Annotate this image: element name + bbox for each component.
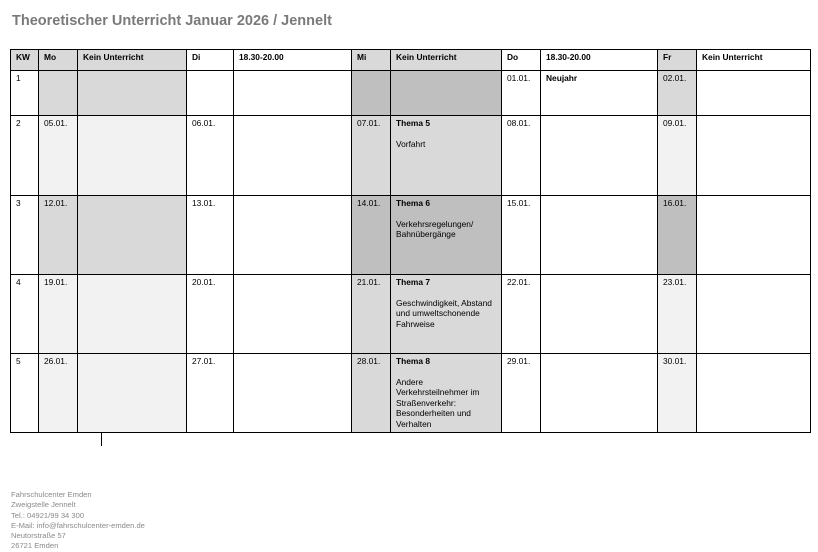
week-row	[11, 196, 811, 275]
lesson-title: Thema 8	[396, 356, 430, 366]
footer-branch: Zweigstelle Jennelt	[11, 500, 76, 510]
footer-city: 26721 Emden	[11, 541, 59, 551]
di-content	[234, 354, 352, 433]
text-cursor	[101, 433, 102, 446]
header-di: Di	[187, 50, 234, 71]
footer-email: E-Mail: info@fahrschulcenter-emden.de	[11, 520, 145, 530]
do-date: 29.01.	[502, 354, 541, 433]
schedule-table	[10, 49, 811, 433]
mo-date: 12.01.	[39, 196, 78, 275]
di-date: 20.01.	[187, 275, 234, 354]
lesson-title: Thema 5	[396, 118, 430, 128]
header-do: Do	[502, 50, 541, 71]
do-date: 22.01.	[502, 275, 541, 354]
header-mo-info: Kein Unterricht	[78, 50, 187, 71]
header-kw: KW	[11, 50, 39, 71]
header-mo: Mo	[39, 50, 78, 71]
fr-date: 16.01.	[658, 196, 697, 275]
mo-date: 19.01.	[39, 275, 78, 354]
mo-content	[78, 196, 187, 275]
kw-cell: 5	[11, 354, 39, 433]
header-row	[11, 50, 811, 71]
fr-date: 09.01.	[658, 116, 697, 196]
mi-content	[391, 275, 502, 354]
mo-date: 26.01.	[39, 354, 78, 433]
kw-cell: 1	[11, 71, 39, 116]
di-date: 13.01.	[187, 196, 234, 275]
header-do-info: 18.30-20.00	[541, 50, 658, 71]
mi-content	[391, 116, 502, 196]
footer-address	[11, 490, 145, 552]
mi-content	[391, 354, 502, 433]
fr-content	[697, 275, 811, 354]
lesson-description: Vorfahrt	[396, 138, 426, 149]
mo-content	[78, 116, 187, 196]
fr-date: 30.01.	[658, 354, 697, 433]
fr-content	[697, 71, 811, 116]
header-mi: Mi	[352, 50, 391, 71]
fr-content	[697, 354, 811, 433]
di-date	[187, 71, 234, 116]
di-content	[234, 275, 352, 354]
footer-street: Neutorstraße 57	[11, 531, 66, 541]
mo-content	[78, 354, 187, 433]
header-fr: Fr	[658, 50, 697, 71]
week-row	[11, 71, 811, 116]
week-row	[11, 116, 811, 196]
mi-date: 14.01.	[352, 196, 391, 275]
do-content: Neujahr	[541, 71, 658, 116]
lesson-description: Verkehrsregelungen/ Bahnübergänge	[396, 218, 474, 239]
week-row	[11, 275, 811, 354]
page-title: Theoretischer Unterricht Januar 2026 / Jennelt	[12, 13, 332, 29]
header-fr-info: Kein Unterricht	[697, 50, 811, 71]
fr-date: 23.01.	[658, 275, 697, 354]
di-content	[234, 71, 352, 116]
header-di-info: 18.30-20.00	[234, 50, 352, 71]
do-content	[541, 354, 658, 433]
mo-content	[78, 275, 187, 354]
mo-date	[39, 71, 78, 116]
lesson-title: Thema 6	[396, 198, 430, 208]
header-mi-info: Kein Unterricht	[391, 50, 502, 71]
kw-cell: 3	[11, 196, 39, 275]
kw-cell: 4	[11, 275, 39, 354]
di-date: 27.01.	[187, 354, 234, 433]
fr-content	[697, 116, 811, 196]
lesson-description: Andere Verkehrsteilnehmer im Straßenverkehr: Besonderheiten und Verhalten	[396, 376, 480, 429]
mi-date: 07.01.	[352, 116, 391, 196]
week-row	[11, 354, 811, 433]
kw-cell: 2	[11, 116, 39, 196]
lesson-description: Geschwindigkeit, Abstand und umweltschonende Fahrweise	[396, 297, 492, 329]
footer-phone: Tel.: 04921/99 34 300	[11, 510, 85, 520]
mi-date: 28.01.	[352, 354, 391, 433]
footer-company: Fahrschulcenter Emden	[11, 490, 92, 499]
do-content	[541, 116, 658, 196]
mi-date	[352, 71, 391, 116]
mi-date: 21.01.	[352, 275, 391, 354]
fr-date: 02.01.	[658, 71, 697, 116]
mo-date: 05.01.	[39, 116, 78, 196]
lesson-title: Thema 7	[396, 277, 430, 287]
do-date: 01.01.	[502, 71, 541, 116]
do-date: 15.01.	[502, 196, 541, 275]
di-content	[234, 116, 352, 196]
do-content	[541, 196, 658, 275]
di-date: 06.01.	[187, 116, 234, 196]
mo-content	[78, 71, 187, 116]
mi-content	[391, 196, 502, 275]
di-content	[234, 196, 352, 275]
do-content	[541, 275, 658, 354]
mi-content	[391, 71, 502, 116]
fr-content	[697, 196, 811, 275]
do-date: 08.01.	[502, 116, 541, 196]
